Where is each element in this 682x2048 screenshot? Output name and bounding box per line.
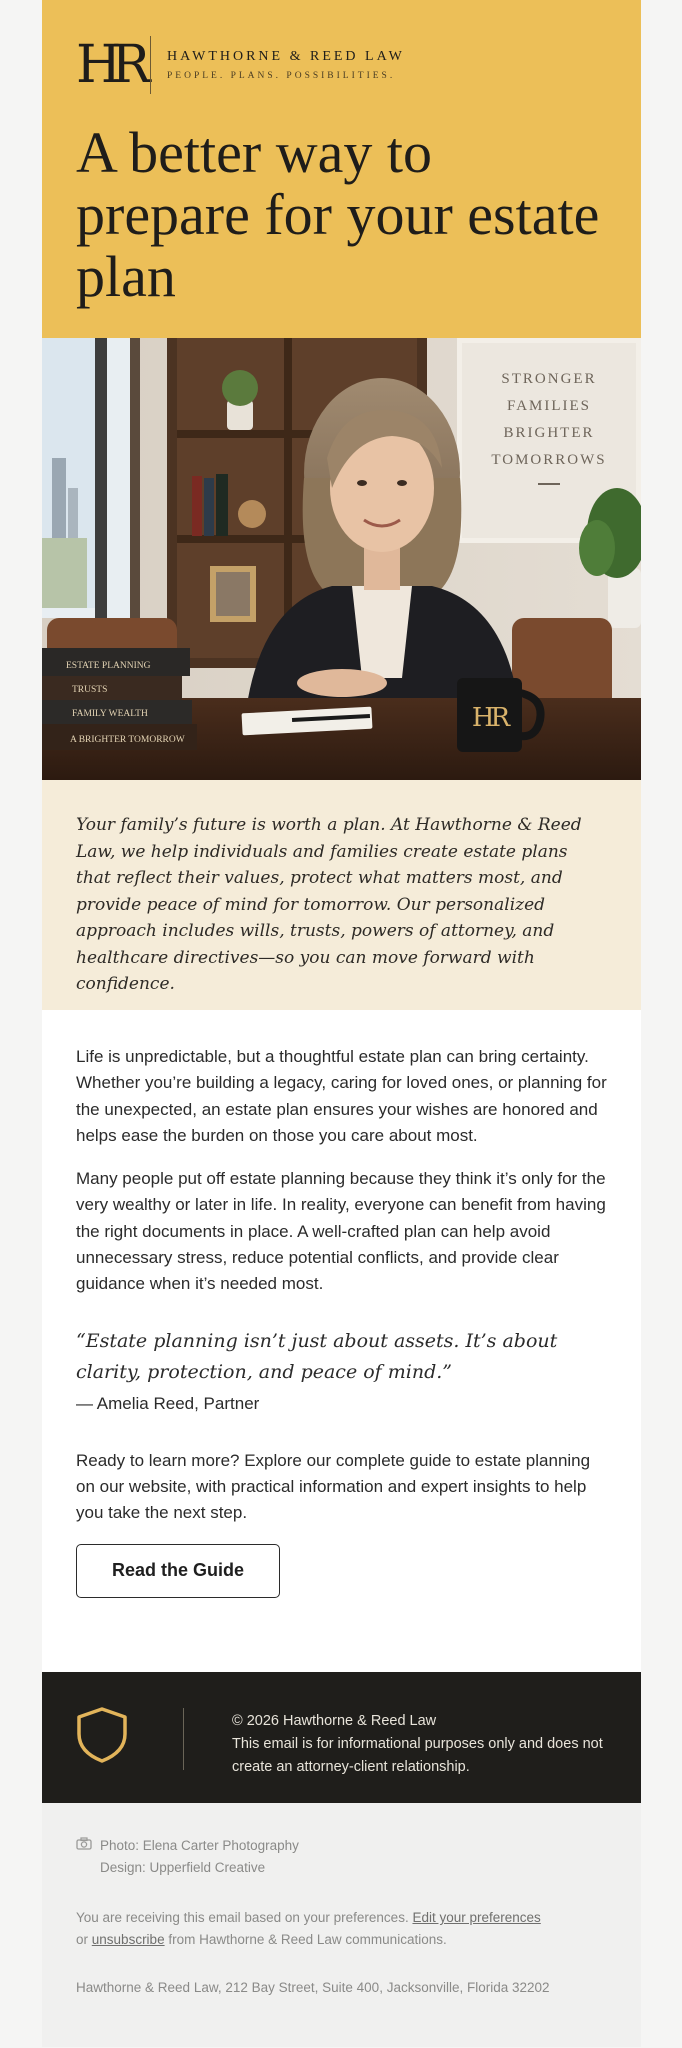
intro-text: Your family’s future is worth a plan. At Hawthorne & Reed Law, we help individuals and families create estate plans that reflect their values, protect what matters most, and provide peace of mind for tomorrow. Our personalized approach includes wills, trusts, powers of attorney, and healthcare directives—so you can move forward with confidence. bbox=[76, 815, 582, 994]
edit-preferences-link[interactable]: Edit your preferences bbox=[412, 1910, 541, 1925]
brand-divider bbox=[150, 36, 151, 94]
shield-icon bbox=[76, 1706, 128, 1764]
copyright-text: © 2026 Hawthorne & Reed Law bbox=[232, 1713, 437, 1729]
email-container bbox=[42, 0, 641, 2047]
footer-divider bbox=[183, 1708, 184, 1770]
brand-tagline: PEOPLE. PLANS. POSSIBILITIES. bbox=[167, 71, 396, 81]
book-title-1: ESTATE PLANNING bbox=[66, 661, 151, 671]
brand-monogram-logo: HR bbox=[76, 35, 141, 95]
wall-sign-line-2: FAMILIES bbox=[506, 398, 592, 414]
body-paragraph-2: Many people put off estate planning because they think it’s only for the very wealthy or later in life. In reality, everyone can benefit from having the right documents in place. A well-crafted plan can help avoid unnecessary stress, reduce potential conflicts, and provide clear guidance when it’s needed most. bbox=[76, 1169, 606, 1294]
headline: A better way to prepare for your estate plan bbox=[76, 120, 600, 309]
wall-sign-line-3: BRIGHTER bbox=[503, 425, 595, 441]
disclaimer-text: This email is for informational purposes only and does not create an attorney-client relationship. bbox=[232, 1736, 603, 1775]
photo-credit: Photo: Elena Carter Photography bbox=[100, 1838, 299, 1853]
unsubscribe-link[interactable]: unsubscribe bbox=[91, 1932, 165, 1947]
header-banner bbox=[42, 0, 641, 338]
bottom-legal bbox=[42, 1803, 641, 2047]
wall-sign-line-4: TOMORROWS bbox=[491, 452, 607, 468]
body-section bbox=[42, 1010, 641, 1672]
attorney-office-illustration bbox=[42, 338, 641, 780]
book-title-3: FAMILY WEALTH bbox=[72, 709, 148, 719]
hero-photo bbox=[42, 338, 641, 780]
quote-attribution: — Amelia Reed, Partner bbox=[76, 1393, 260, 1413]
read-guide-button[interactable]: Read the Guide bbox=[76, 1544, 280, 1598]
book-title-2: TRUSTS bbox=[72, 685, 108, 695]
body-paragraph-1: Life is unpredictable, but a thoughtful estate plan can bring certainty. Whether you’re building a legacy, caring for loved ones, or planning for the unexpected, an estate plan ensures your wishes are honored and helps ease the burden on those you care about most. bbox=[76, 1047, 607, 1145]
prefs-text-or: or bbox=[76, 1932, 89, 1947]
pull-quote: “Estate planning isn’t just about assets. It’s about clarity, protection, and peace of mind.” bbox=[76, 1329, 558, 1383]
preferences-notice bbox=[76, 1907, 607, 1951]
book-stack bbox=[42, 648, 197, 750]
body-paragraph-3: Ready to learn more? Explore our complete guide to estate planning on our website, with practical information and expert insights to help you take the next step. bbox=[76, 1450, 591, 1523]
intro-section bbox=[42, 780, 641, 1010]
design-credit: Design: Upperfield Creative bbox=[100, 1860, 266, 1875]
mailing-address: Hawthorne & Reed Law, 212 Bay Street, Suite 400, Jacksonville, Florida 32202 bbox=[76, 1980, 550, 1995]
brand-lockup[interactable] bbox=[76, 36, 405, 94]
camera-icon bbox=[76, 1837, 92, 1850]
prefs-text-after: from Hawthorne & Reed Law communications. bbox=[168, 1932, 447, 1947]
footer-dark bbox=[42, 1672, 641, 1803]
wall-sign-line-1: STRONGER bbox=[501, 371, 597, 387]
book-title-4: A BRIGHTER TOMORROW bbox=[70, 735, 185, 745]
mug-monogram: HR bbox=[471, 703, 507, 733]
prefs-text-before: You are receiving this email based on your preferences. bbox=[76, 1910, 409, 1925]
brand-name: HAWTHORNE & REED LAW bbox=[167, 49, 405, 64]
